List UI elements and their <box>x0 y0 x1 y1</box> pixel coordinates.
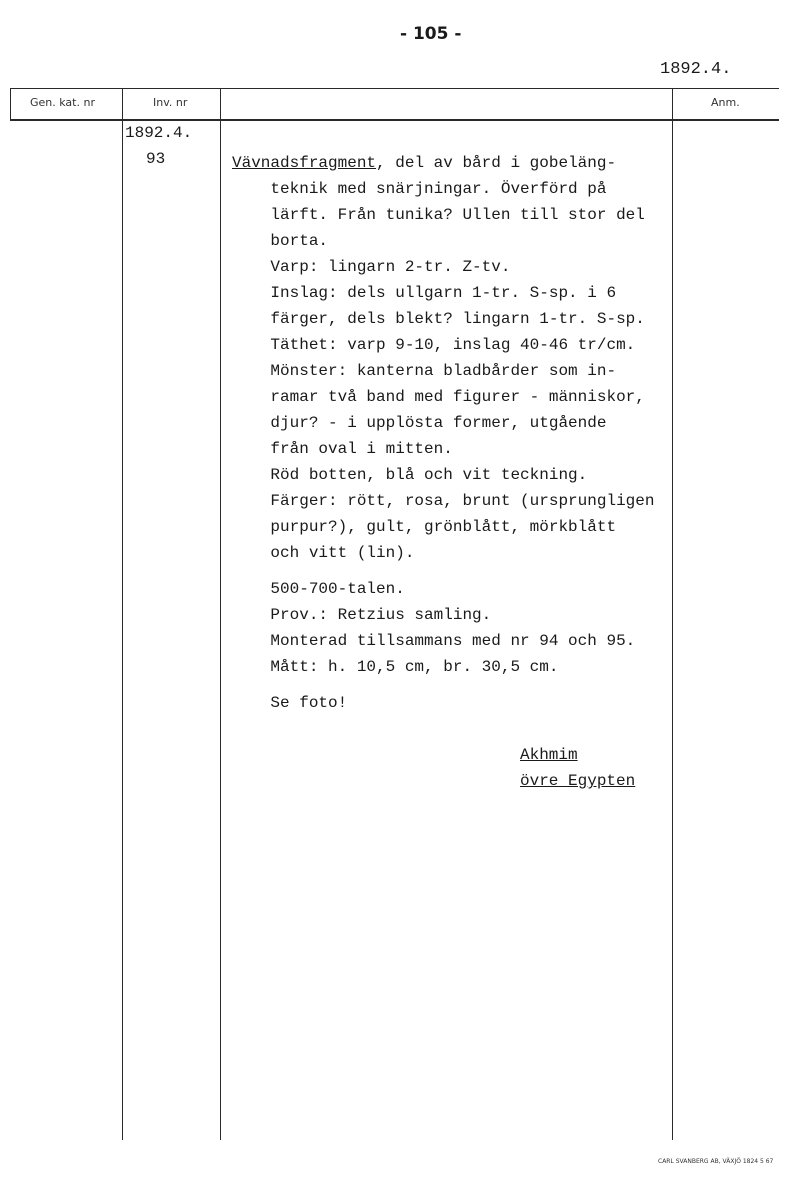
description-line: ramar två band med figurer - människor, <box>232 388 645 406</box>
description-line-1 <box>232 150 654 176</box>
description-blank-line <box>232 566 654 576</box>
column-header-inv-nr: Inv. nr <box>153 96 188 109</box>
object-title: Vävnadsfragment <box>232 154 377 172</box>
description-line: Mått: h. 10,5 cm, br. 30,5 cm. <box>232 658 559 676</box>
printer-imprint: CARL SVANBERG AB, VÄXJÖ 1824 5 67 <box>658 1158 774 1165</box>
column-header-gen-kat-nr: Gen. kat. nr <box>30 96 95 109</box>
description-line: purpur?), gult, grönblått, mörkblått <box>232 518 617 536</box>
entry-inv-nr: 93 <box>146 150 166 168</box>
table-left-rule <box>10 88 11 121</box>
description-line: Varp: lingarn 2-tr. Z-tv. <box>232 258 511 276</box>
column-divider-inv-desc <box>220 88 221 1140</box>
table-top-rule <box>10 88 779 89</box>
description-line: Se foto! <box>232 694 348 712</box>
description-line: färger, dels blekt? lingarn 1-tr. S-sp. <box>232 310 645 328</box>
description-line: Täthet: varp 9-10, inslag 40-46 tr/cm. <box>232 336 636 354</box>
table-header-rule <box>10 119 779 121</box>
description-line: från oval i mitten. <box>232 440 453 458</box>
entry-accession: 1892.4. <box>125 124 193 142</box>
description-line: Färger: rött, rosa, brunt (ursprungligen <box>232 492 655 510</box>
accession-number-header: 1892.4. <box>660 60 732 79</box>
location-line: övre Egypten <box>520 772 636 790</box>
description-line-1-rest: , del av bård i gobeläng- <box>376 154 617 172</box>
description-line: Prov.: Retzius samling. <box>232 606 492 624</box>
description-line: djur? - i upplösta former, utgående <box>232 414 607 432</box>
description-line: 500-700-talen. <box>232 580 405 598</box>
description-blank-line <box>232 680 654 690</box>
column-header-anm: Anm. <box>711 96 740 109</box>
location-line: Akhmim <box>520 746 578 764</box>
description-line: Röd botten, blå och vit teckning. <box>232 466 588 484</box>
description-line: och vitt (lin). <box>232 544 415 562</box>
find-location <box>520 742 635 794</box>
description-line: lärft. Från tunika? Ullen till stor del <box>232 206 645 224</box>
description-line: borta. <box>232 232 329 250</box>
description-line: teknik med snärjningar. Överförd på <box>232 180 607 198</box>
column-divider-desc-anm <box>672 88 673 1140</box>
description-line: Monterad tillsammans med nr 94 och 95. <box>232 632 636 650</box>
page-number: - 105 - <box>400 24 462 44</box>
description-line: Mönster: kanterna bladbårder som in- <box>232 362 617 380</box>
column-divider-gen-inv <box>122 88 123 1140</box>
entry-description <box>232 150 654 716</box>
description-line: Inslag: dels ullgarn 1-tr. S-sp. i 6 <box>232 284 617 302</box>
